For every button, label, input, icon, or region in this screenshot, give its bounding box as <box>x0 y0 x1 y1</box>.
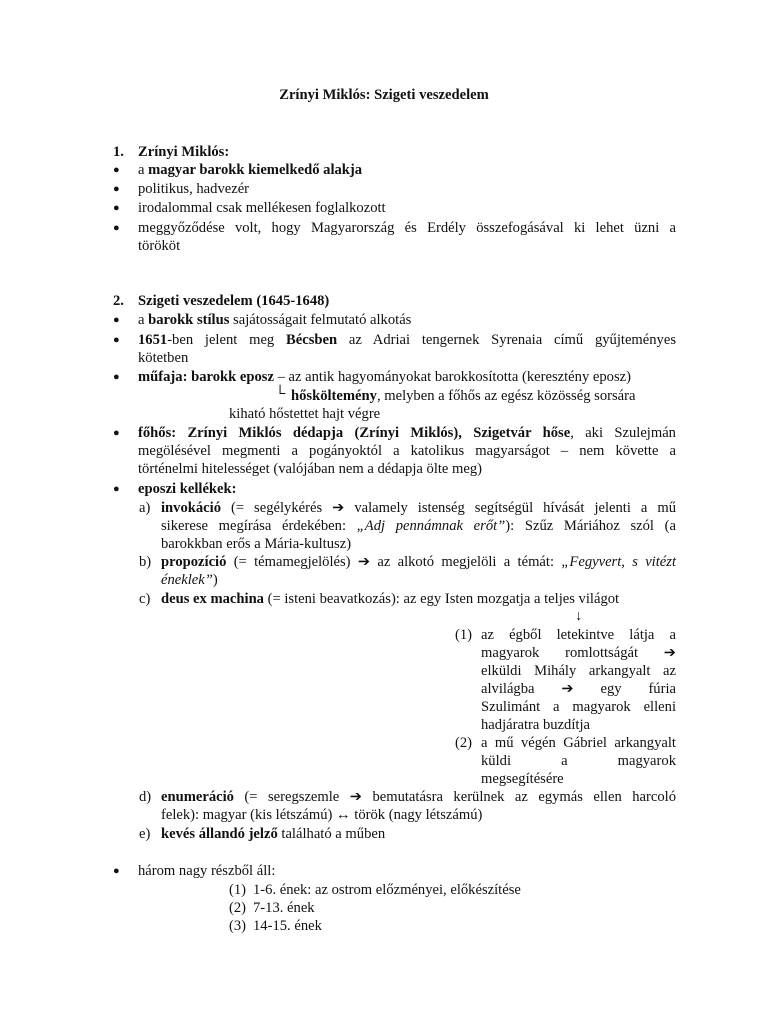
numbered-item: 14-15. ének <box>253 918 322 934</box>
down-arrow-icon: ↓ <box>575 608 583 624</box>
bullet-icon: ● <box>113 202 120 214</box>
sub-item: enumeráció (= seregszemle ➔ bemutatásra kerülnek az egymás ellen harcoló <box>161 789 676 805</box>
section-heading: Zrínyi Miklós: <box>138 144 230 160</box>
sub-item-label: b) <box>139 554 152 570</box>
bullet-icon: ● <box>113 483 120 495</box>
numbered-label: (3) <box>229 918 247 934</box>
sub-item: invokáció (= segélykérés ➔ valamely istenség segítségül hívását jelenti a mű <box>161 500 676 516</box>
bullet-icon: ● <box>113 371 120 383</box>
sub-item: propozíció (= témamegjelölés) ➔ az alkotó megjelöli a témát: „Fegyvert, s vitézt <box>161 554 676 570</box>
list-item-continuation: megölésével megmenti a pogányoktól a katolikus magyarságot – nem követte a <box>138 443 676 459</box>
numbered-item-continuation: elküldi Mihály arkangyalt az <box>481 663 676 679</box>
list-item: műfaja: barokk eposz – az antik hagyományokat barokkosította (keresztény eposz) <box>138 369 631 385</box>
list-item: eposzi kellékek: <box>138 481 237 497</box>
numbered-item-continuation: megsegítésére <box>481 771 564 787</box>
sub-item-label: a) <box>139 500 151 516</box>
bullet-icon: ● <box>113 222 120 234</box>
numbered-label: (2) <box>229 900 247 916</box>
numbered-label: (2) <box>455 735 473 751</box>
list-item-continuation: hősköltemény, melyben a főhős az egész közösség sorsára <box>291 388 636 404</box>
list-item-continuation: kiható hőstettet hajt végre <box>229 406 381 422</box>
section-heading: Szigeti veszedelem (1645-1648) <box>138 293 330 309</box>
sub-item-continuation: éneklek”) <box>161 572 218 588</box>
numbered-item: 1-6. ének: az ostrom előzményei, előkészítése <box>253 882 521 898</box>
numbered-item-continuation: magyarok romlottságát ➔ <box>481 645 676 661</box>
numbered-item: 7-13. ének <box>253 900 315 916</box>
bullet-icon: ● <box>113 183 120 195</box>
list-item-continuation: kötetben <box>138 350 189 366</box>
list-item: három nagy részből áll: <box>138 863 276 879</box>
numbered-item-continuation: alvilágba ➔ egy fúria <box>481 681 676 697</box>
sub-item-continuation: felek): magyar (kis létszámú) ↔ török (nagy létszámú) <box>161 807 483 823</box>
list-item: irodalommal csak mellékesen foglalkozott <box>138 200 386 216</box>
numbered-item: az égből letekintve látja a <box>481 627 676 643</box>
bullet-icon: ● <box>113 164 120 176</box>
sub-item-label: d) <box>139 789 152 805</box>
list-item-continuation: történelmi hitelességet (valójában nem a dédapja ölte meg) <box>138 461 483 477</box>
list-item: a magyar barokk kiemelkedő alakja <box>138 162 363 178</box>
sub-item-continuation: barokkban erős a Mária-kultusz) <box>161 536 352 552</box>
sub-item-label: e) <box>139 826 151 842</box>
list-item: 1651-ben jelent meg Bécsben az Adriai tengernek Syrenaia című gyűjteményes <box>138 332 676 348</box>
bullet-icon: ● <box>113 334 120 346</box>
corner-arrow-icon: └ <box>275 386 286 402</box>
sub-item: deus ex machina (= isteni beavatkozás): az egy Isten mozgatja a teljes világot <box>161 591 620 607</box>
numbered-label: (1) <box>455 627 473 643</box>
numbered-item-continuation: küldi a magyarok <box>481 753 676 769</box>
sub-item: kevés állandó jelző található a műben <box>161 826 386 842</box>
bullet-icon: ● <box>113 427 120 439</box>
numbered-item: a mű végén Gábriel arkangyalt <box>481 735 676 751</box>
numbered-item-continuation: hadjáratra buzdítja <box>481 717 590 733</box>
sub-item-label: c) <box>139 591 151 607</box>
list-item: politikus, hadvezér <box>138 181 250 197</box>
sub-item-continuation: sikerese megírása érdekében: „Adj pennámnak erőt”): Szűz Máriához szól (a <box>161 518 676 534</box>
list-item: főhős: Zrínyi Miklós dédapja (Zrínyi Miklós), Szigetvár hőse, aki Szulejmán <box>138 425 676 441</box>
list-item-continuation: törököt <box>138 238 181 254</box>
list-item: a barokk stílus sajátosságait felmutató alkotás <box>138 312 412 328</box>
numbered-label: (1) <box>229 882 247 898</box>
bullet-icon: ● <box>113 865 120 877</box>
section-number: 1. <box>113 144 124 160</box>
bullet-icon: ● <box>113 314 120 326</box>
section-number: 2. <box>113 293 124 309</box>
list-item: meggyőződése volt, hogy Magyarország és Erdély összefogásával ki lehet üzni a <box>138 220 676 236</box>
page-title: Zrínyi Miklós: Szigeti veszedelem <box>279 87 489 103</box>
numbered-item-continuation: Szulimánt a magyarok elleni <box>481 699 676 715</box>
